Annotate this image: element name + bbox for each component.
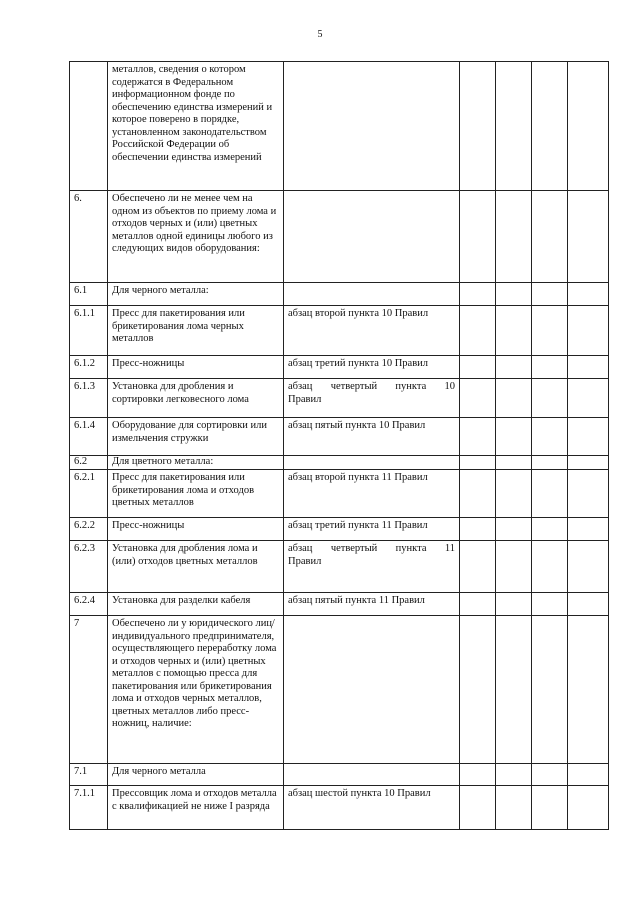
answer-na-cell[interactable] — [532, 456, 568, 470]
answer-no-cell[interactable] — [496, 764, 532, 786]
item-number: 6.2.1 — [70, 470, 108, 518]
note-cell[interactable] — [568, 470, 609, 518]
answer-yes-cell[interactable] — [460, 470, 496, 518]
note-cell[interactable] — [568, 616, 609, 764]
note-cell[interactable] — [568, 593, 609, 616]
table-row — [70, 456, 609, 470]
legal-reference: абзац шестой пункта 10 Правил — [284, 786, 460, 830]
item-number: 6.1.2 — [70, 356, 108, 379]
question-text: Прессовщик лома и отходов металла с квалификацией не ниже I разряда — [108, 786, 284, 830]
item-number: 6.1.3 — [70, 379, 108, 418]
item-number: 7 — [70, 616, 108, 764]
item-number: 7.1.1 — [70, 786, 108, 830]
table-row — [70, 62, 609, 191]
legal-reference — [284, 379, 460, 418]
note-cell[interactable] — [568, 283, 609, 306]
checklist-table — [69, 61, 609, 830]
answer-na-cell[interactable] — [532, 786, 568, 830]
question-text: Пресс-ножницы — [108, 518, 284, 541]
answer-yes-cell[interactable] — [460, 541, 496, 593]
answer-no-cell[interactable] — [496, 593, 532, 616]
note-cell[interactable] — [568, 518, 609, 541]
answer-na-cell[interactable] — [532, 62, 568, 191]
table-row — [70, 356, 609, 379]
answer-na-cell[interactable] — [532, 191, 568, 283]
note-cell[interactable] — [568, 541, 609, 593]
question-text: Установка для дробления лома и (или) отходов цветных металлов — [108, 541, 284, 593]
legal-reference-line: Правил — [288, 555, 322, 567]
legal-reference-line: Правил — [288, 393, 322, 405]
answer-no-cell[interactable] — [496, 418, 532, 456]
question-text: Обеспечено ли не менее чем на одном из объектов по приему лома и отходов черных и (или) цветных металлов одной единицы любого из следующих видов оборудования: — [108, 191, 284, 283]
note-cell[interactable] — [568, 786, 609, 830]
answer-yes-cell[interactable] — [460, 786, 496, 830]
answer-yes-cell[interactable] — [460, 456, 496, 470]
legal-reference — [284, 456, 460, 470]
table-row — [70, 379, 609, 418]
answer-yes-cell[interactable] — [460, 283, 496, 306]
note-cell[interactable] — [568, 191, 609, 283]
answer-yes-cell[interactable] — [460, 191, 496, 283]
answer-no-cell[interactable] — [496, 283, 532, 306]
table-row — [70, 541, 609, 593]
answer-no-cell[interactable] — [496, 379, 532, 418]
answer-no-cell[interactable] — [496, 541, 532, 593]
item-number: 7.1 — [70, 764, 108, 786]
item-number: 6.1 — [70, 283, 108, 306]
legal-reference: абзац пятый пункта 11 Правил — [284, 593, 460, 616]
legal-reference: абзац второй пункта 11 Правил — [284, 470, 460, 518]
legal-reference: абзац третий пункта 11 Правил — [284, 518, 460, 541]
question-text: Обеспечено ли у юридического лиц/индивидуального предпринимателя, осуществляющего переработку лома и отходов черных и (или) цветных металлов с помощью пресса для пакетирования или брикетирования лома и отходов черных металлов, цветных металлов либо пресс-ножниц, наличие: — [108, 616, 284, 764]
note-cell[interactable] — [568, 379, 609, 418]
table-row — [70, 283, 609, 306]
table-row — [70, 518, 609, 541]
answer-yes-cell[interactable] — [460, 418, 496, 456]
question-text: Пресс для пакетирования или брикетирования лома черных металлов — [108, 306, 284, 356]
answer-na-cell[interactable] — [532, 356, 568, 379]
legal-reference — [284, 616, 460, 764]
note-cell[interactable] — [568, 456, 609, 470]
table-row — [70, 306, 609, 356]
answer-yes-cell[interactable] — [460, 306, 496, 356]
table-row — [70, 191, 609, 283]
question-text: Установка для дробления и сортировки легковесного лома — [108, 379, 284, 418]
answer-no-cell[interactable] — [496, 191, 532, 283]
item-number: 6.2.3 — [70, 541, 108, 593]
question-text: Для цветного металла: — [108, 456, 284, 470]
note-cell[interactable] — [568, 418, 609, 456]
answer-no-cell[interactable] — [496, 470, 532, 518]
answer-no-cell[interactable] — [496, 616, 532, 764]
legal-reference — [284, 764, 460, 786]
answer-na-cell[interactable] — [532, 616, 568, 764]
answer-yes-cell[interactable] — [460, 62, 496, 191]
answer-yes-cell[interactable] — [460, 518, 496, 541]
table-row — [70, 418, 609, 456]
answer-no-cell[interactable] — [496, 786, 532, 830]
answer-na-cell[interactable] — [532, 470, 568, 518]
answer-yes-cell[interactable] — [460, 356, 496, 379]
answer-na-cell[interactable] — [532, 283, 568, 306]
answer-na-cell[interactable] — [532, 379, 568, 418]
answer-na-cell[interactable] — [532, 593, 568, 616]
answer-yes-cell[interactable] — [460, 616, 496, 764]
legal-reference: абзац пятый пункта 10 Правил — [284, 418, 460, 456]
table-row — [70, 470, 609, 518]
item-number: 6.2.2 — [70, 518, 108, 541]
item-number: 6. — [70, 191, 108, 283]
note-cell[interactable] — [568, 356, 609, 379]
item-number — [70, 62, 108, 191]
legal-reference — [284, 191, 460, 283]
legal-reference-line: абзац четвертый пункта 10 — [288, 381, 455, 392]
question-text: Пресс для пакетирования или брикетирования лома и отходов цветных металлов — [108, 470, 284, 518]
answer-yes-cell[interactable] — [460, 764, 496, 786]
answer-na-cell[interactable] — [532, 418, 568, 456]
question-text: Для черного металла — [108, 764, 284, 786]
question-text: металлов, сведения о котором содержатся в Федеральном информационном фонде по обеспечению единства измерений и которое поверено в порядке, установленном законодательством Российской Федерации об обеспечении единства измерений — [108, 62, 284, 191]
note-cell[interactable] — [568, 764, 609, 786]
answer-no-cell[interactable] — [496, 356, 532, 379]
answer-yes-cell[interactable] — [460, 593, 496, 616]
legal-reference — [284, 283, 460, 306]
answer-no-cell[interactable] — [496, 456, 532, 470]
item-number: 6.1.4 — [70, 418, 108, 456]
answer-no-cell[interactable] — [496, 306, 532, 356]
page-number: 5 — [317, 29, 323, 40]
table-row — [70, 593, 609, 616]
answer-na-cell[interactable] — [532, 541, 568, 593]
item-number: 6.2.4 — [70, 593, 108, 616]
legal-reference: абзац третий пункта 10 Правил — [284, 356, 460, 379]
question-text: Установка для разделки кабеля — [108, 593, 284, 616]
legal-reference — [284, 62, 460, 191]
question-text: Для черного металла: — [108, 283, 284, 306]
answer-no-cell[interactable] — [496, 62, 532, 191]
item-number: 6.1.1 — [70, 306, 108, 356]
table-row — [70, 764, 609, 786]
legal-reference-line: абзац четвертый пункта 11 — [288, 543, 455, 554]
note-cell[interactable] — [568, 62, 609, 191]
question-text: Оборудование для сортировки или измельчения стружки — [108, 418, 284, 456]
answer-yes-cell[interactable] — [460, 379, 496, 418]
answer-na-cell[interactable] — [532, 764, 568, 786]
question-text: Пресс-ножницы — [108, 356, 284, 379]
table-row — [70, 616, 609, 764]
answer-no-cell[interactable] — [496, 518, 532, 541]
legal-reference — [284, 541, 460, 593]
table-row — [70, 786, 609, 830]
note-cell[interactable] — [568, 306, 609, 356]
legal-reference: абзац второй пункта 10 Правил — [284, 306, 460, 356]
answer-na-cell[interactable] — [532, 518, 568, 541]
answer-na-cell[interactable] — [532, 306, 568, 356]
item-number: 6.2 — [70, 456, 108, 470]
